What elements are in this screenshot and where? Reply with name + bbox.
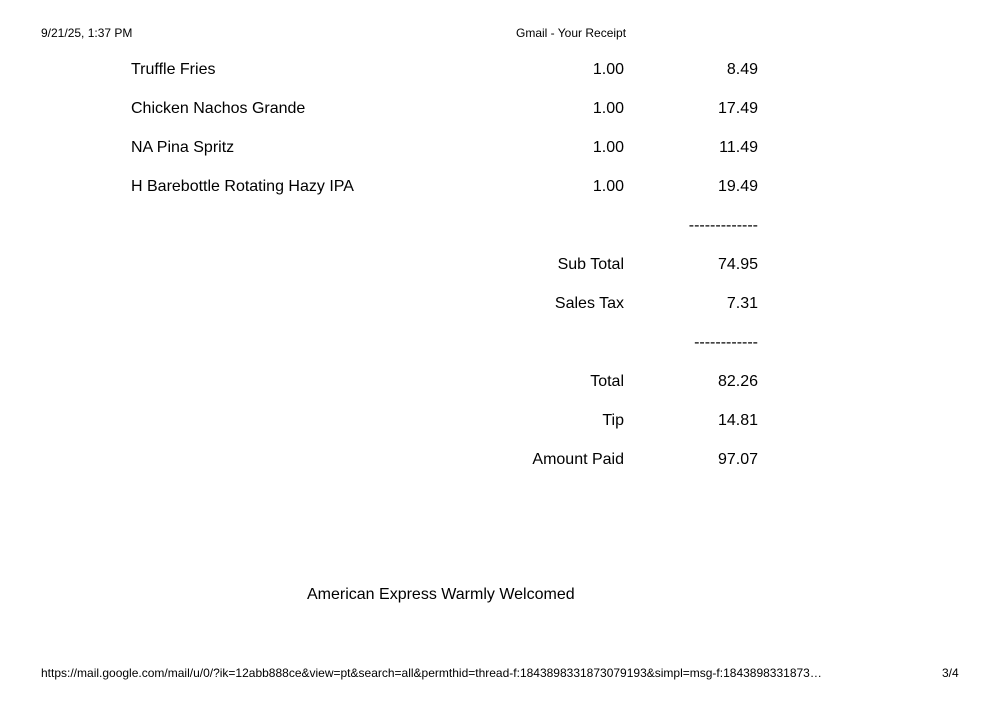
separator-row <box>0 332 1000 354</box>
subtotal-label: Sub Total <box>557 256 624 273</box>
sales-tax-value: 7.31 <box>726 295 758 312</box>
item-amount: 11.49 <box>719 139 758 156</box>
total-row <box>0 371 1000 393</box>
item-amount: 19.49 <box>717 178 758 195</box>
item-quantity: 1.00 <box>592 100 624 117</box>
sales-tax-label: Sales Tax <box>554 295 624 312</box>
line-item <box>0 59 1000 81</box>
amount-paid-value: 97.07 <box>717 451 758 468</box>
separator-row <box>0 215 1000 237</box>
amount-paid-row <box>0 449 1000 471</box>
item-name: Truffle Fries <box>131 61 216 78</box>
item-amount: 17.49 <box>717 100 758 117</box>
tip-row <box>0 410 1000 432</box>
tip-value: 14.81 <box>717 412 758 429</box>
item-quantity: 1.00 <box>592 178 624 195</box>
print-url: https://mail.google.com/mail/u/0/?ik=12abb888ce&view=pt&search=all&permthid=thread-f:1843898331873079193&simpl=msg-f:1843898331873… <box>41 666 822 680</box>
separator-line: ------------ <box>694 334 758 351</box>
payment-note: American Express Warmly Welcomed <box>307 586 575 603</box>
line-item <box>0 176 1000 198</box>
item-quantity: 1.00 <box>592 139 624 156</box>
amount-paid-label: Amount Paid <box>532 451 624 468</box>
subtotal-value: 74.95 <box>717 256 758 273</box>
print-page-title: Gmail - Your Receipt <box>516 26 627 40</box>
item-quantity: 1.00 <box>592 61 624 78</box>
page-number: 3/4 <box>942 666 959 680</box>
line-item <box>0 137 1000 159</box>
total-value: 82.26 <box>717 373 758 390</box>
tip-label: Tip <box>602 412 624 429</box>
line-item <box>0 98 1000 120</box>
item-name: H Barebottle Rotating Hazy IPA <box>131 178 354 195</box>
item-name: Chicken Nachos Grande <box>131 100 306 117</box>
separator-line: ------------- <box>688 217 758 234</box>
total-label: Total <box>590 373 624 390</box>
sales-tax-row <box>0 293 1000 315</box>
print-datetime: 9/21/25, 1:37 PM <box>41 26 133 40</box>
item-amount: 8.49 <box>726 61 758 78</box>
subtotal-row <box>0 254 1000 276</box>
item-name: NA Pina Spritz <box>131 139 235 156</box>
